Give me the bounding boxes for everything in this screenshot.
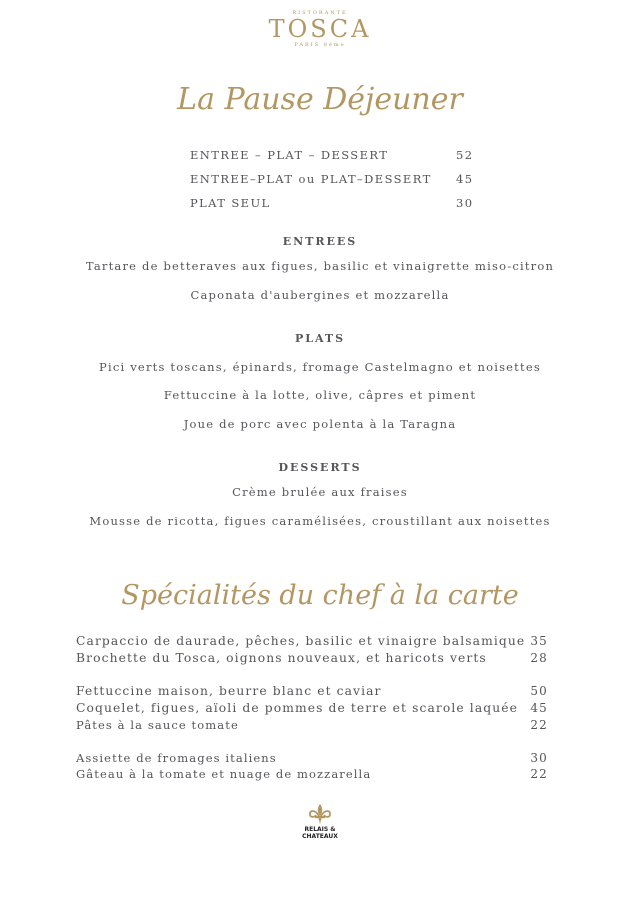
logo-top-text: RISTORANTE: [292, 10, 348, 16]
formula-price: 52: [456, 148, 474, 162]
dish-item: Tartare de betteraves aux figues, basilic et vinaigrette miso-citron: [85, 259, 555, 273]
dish-item: Crème brulée aux fraises: [232, 485, 408, 499]
restaurant-logo: [0, 10, 640, 48]
carte-item-name: Carpaccio de daurade, pêches, basilic et vinaigre balsamique: [76, 634, 526, 648]
carte-item-price: 35: [530, 634, 548, 648]
carte-item-name: Gâteau à la tomate et nuage de mozzarella: [76, 767, 372, 781]
formula-label: ENTREE – PLAT – DESSERT: [190, 148, 389, 162]
carte-item-name: Coquelet, figues, aïoli de pommes de terre et scarole laquée: [76, 701, 519, 715]
rc-line2: CHATEAUX: [302, 833, 338, 840]
carte-item-price: 50: [530, 684, 548, 698]
dish-item: Fettuccine à la lotte, olive, câpres et piment: [163, 388, 477, 402]
dish-item: Mousse de ricotta, figues caramélisées, croustillant aux noisettes: [89, 514, 551, 528]
lunch-title: La Pause Déjeuner: [177, 82, 463, 117]
logo-sub-text: PARIS 8ème: [294, 42, 346, 48]
formula-label: ENTREE–PLAT ou PLAT–DESSERT: [190, 172, 432, 186]
carte-item-name: Assiette de fromages italiens: [76, 751, 277, 765]
carte-item-price: 22: [530, 767, 548, 781]
carte-item-price: 22: [530, 718, 548, 732]
carte-item-price: 45: [530, 701, 548, 715]
carte-item-name: Fettuccine maison, beurre blanc et caviar: [76, 684, 382, 698]
dish-item: Caponata d'aubergines et mozzarella: [190, 288, 450, 302]
formula-price: 30: [456, 196, 474, 210]
carte-item-price: 28: [530, 651, 548, 665]
section-title-desserts: DESSERTS: [278, 461, 362, 474]
formula-label: PLAT SEUL: [190, 196, 271, 210]
dish-item: Pici verts toscans, épinards, fromage Castelmagno et noisettes: [99, 360, 541, 374]
dish-item: Joue de porc avec polenta à la Taragna: [183, 417, 457, 431]
carte-item-price: 30: [530, 751, 548, 765]
formula-price: 45: [456, 172, 474, 186]
carte-item-name: Pâtes à la sauce tomate: [76, 718, 239, 732]
carte-title: Spécialités du chef à la carte: [121, 580, 519, 611]
section-title-entrees: ENTREES: [282, 235, 358, 248]
rc-line1: RELAIS &: [304, 826, 336, 833]
section-title-plats: PLATS: [294, 332, 346, 345]
relais-chateaux-logo: [0, 803, 640, 840]
logo-main-text: TOSCA: [268, 15, 372, 43]
carte-item-name: Brochette du Tosca, oignons nouveaux, et haricots verts: [76, 651, 487, 665]
fleur-de-lis-icon: [307, 803, 333, 825]
